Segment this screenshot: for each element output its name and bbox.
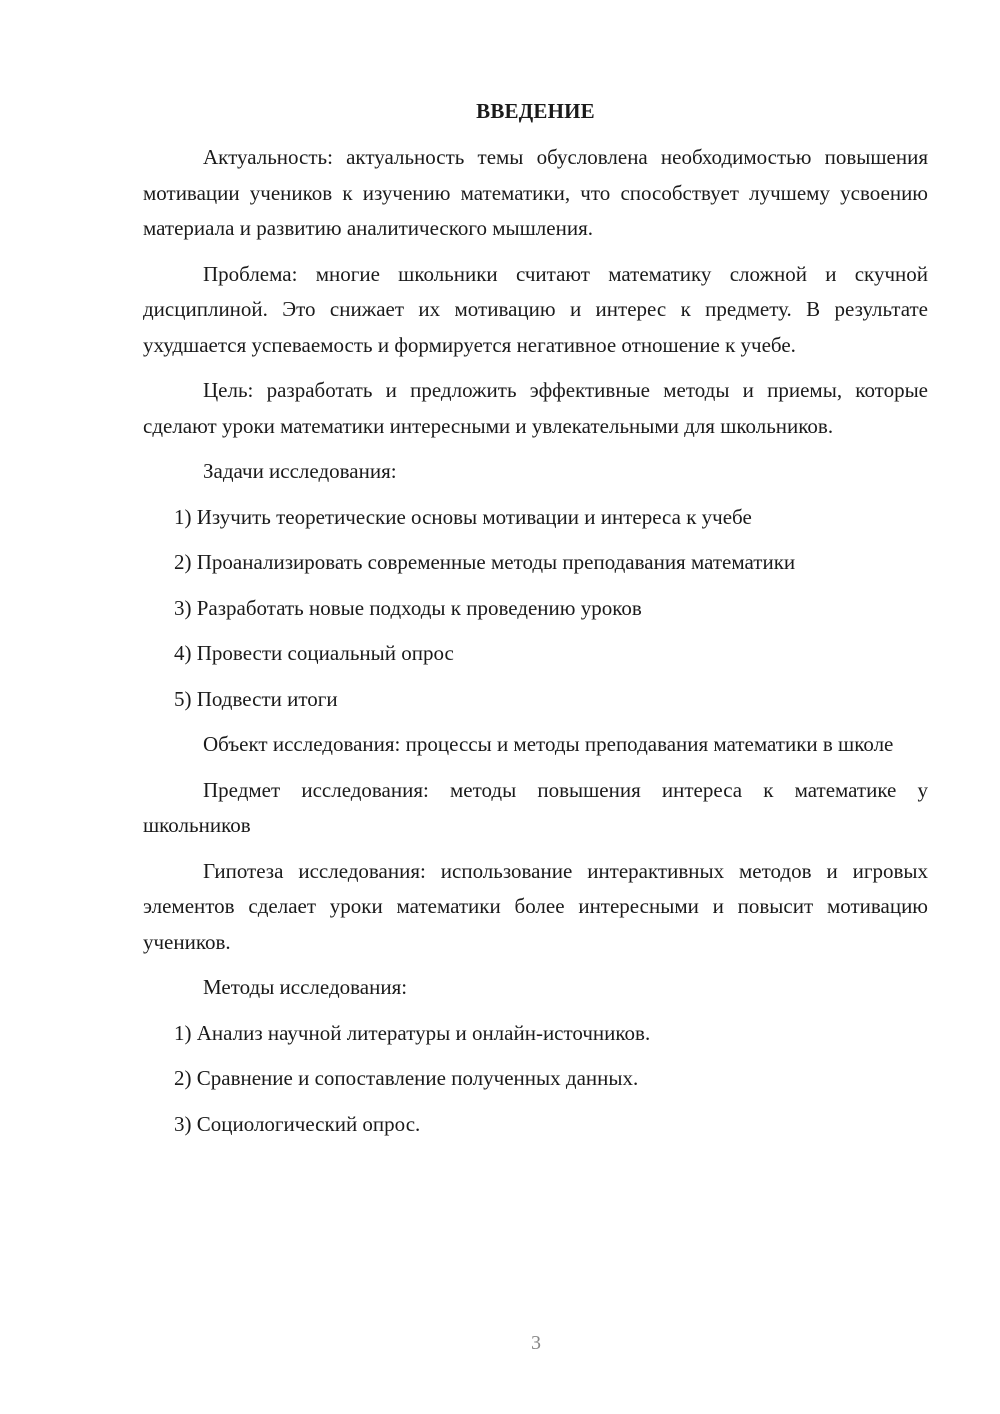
list-item: 4) Провести социальный опрос <box>174 641 454 665</box>
goal-paragraph: Цель: разработать и предложить эффективные методы и приемы, которые сделают уроки математики интересными и увлекательными для школьников. <box>143 378 928 438</box>
list-item: 1) Анализ научной литературы и онлайн-источников. <box>174 1020 651 1045</box>
hypothesis-paragraph: Гипотеза исследования: использование интерактивных методов и игровых элементов сделает уроки математики более интересными и повысит мотивацию учеников. <box>143 858 928 954</box>
list-item: 2) Проанализировать современные методы преподавания математики <box>174 550 796 574</box>
methods-label: Методы исследования: <box>203 975 408 999</box>
page-number: 3 <box>531 1332 541 1354</box>
object-paragraph: Объект исследования: процессы и методы преподавания математики в школе <box>203 732 894 756</box>
tasks-label: Задачи исследования: <box>203 459 397 483</box>
document-page <box>143 96 928 1152</box>
methods-list <box>143 1016 928 1143</box>
relevance-paragraph: Актуальность: актуальность темы обусловлена необходимостью повышения мотивации учеников к изучению математики, что способствует лучшему усвоению материала и развитию аналитического мышления. <box>143 145 928 240</box>
page-title: ВВЕДЕНИЕ <box>476 99 595 123</box>
list-item: 3) Социологический опрос. <box>174 1111 421 1136</box>
list-item: 3) Разработать новые подходы к проведению уроков <box>174 595 642 620</box>
list-item: 2) Сравнение и сопоставление полученных данных. <box>174 1066 639 1090</box>
list-item: 1) Изучить теоретические основы мотивации и интереса к учебе <box>174 504 752 529</box>
list-item: 5) Подвести итоги <box>174 686 338 711</box>
problem-paragraph: Проблема: многие школьники считают математику сложной и скучной дисциплиной. Это снижает их мотивацию и интерес к предмету. В результате ухудшается успеваемость и формируется негативное отношение к учебе. <box>143 261 928 357</box>
subject-paragraph: Предмет исследования: методы повышения интереса к математике у школьников <box>143 777 928 837</box>
tasks-list <box>143 500 928 718</box>
